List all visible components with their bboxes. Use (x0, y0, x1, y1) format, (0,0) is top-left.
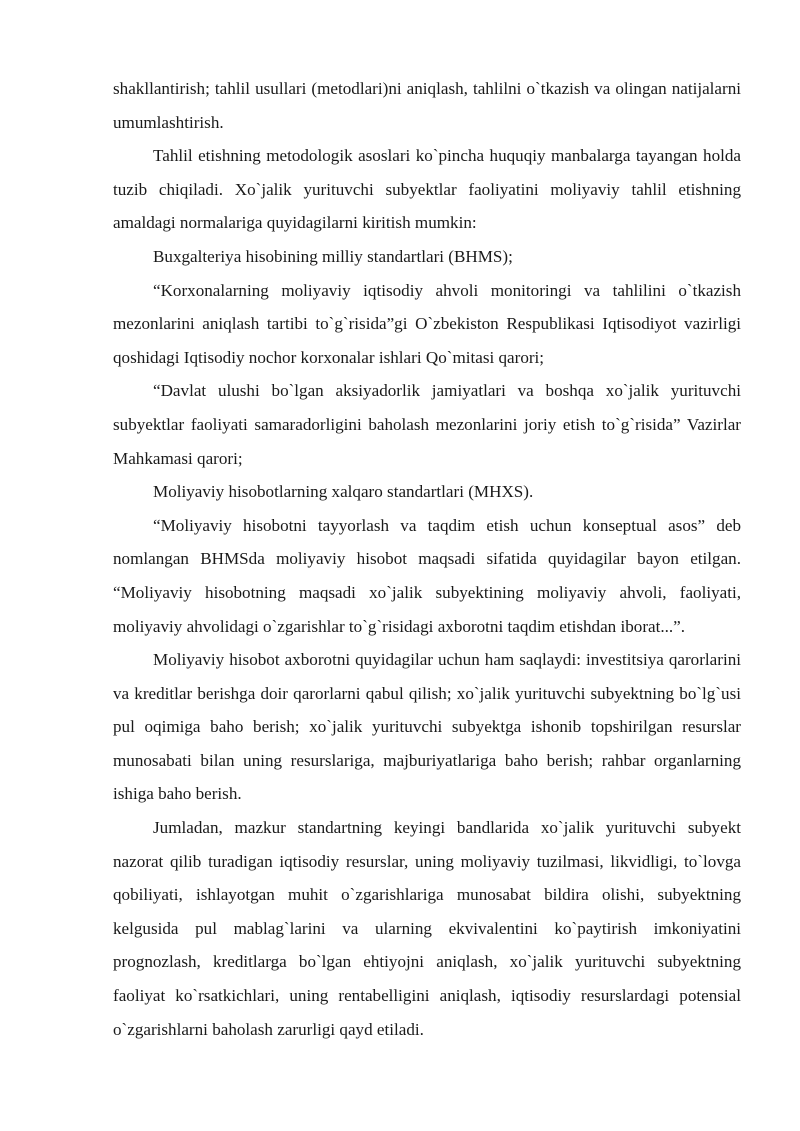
paragraph-mhxs: Moliyaviy hisobotlarning xalqaro standartlari (MHXS). (153, 482, 534, 502)
document-page (113, 72, 741, 1046)
paragraph-conceptual-framework: “Moliyaviy hisobotni tayyorlash va taqdim etish uchun konseptual asos” deb nomlangan BHMSda moliyaviy hisobot maqsadi sifatida quyidagilar bayon etilgan. “Moliyaviy hisobotning maqsadi xo`jalik subyektining moliyaviy ahvoli, faoliyati, moliyaviy ahvolidagi o`zgarishlar to`g`risidagi axborotni taqdim etishdan iborat...”. (113, 515, 741, 636)
paragraph-monitoring-decree: “Korxonalarning moliyaviy iqtisodiy ahvoli monitoringi va tahlilini o`tkazish mezonlarini aniqlash tartibi to`g`risida”gi O`zbekiston Respublikasi Iqtisodiyot vazirligi qoshidagi Iqtisodiy nochor korxonalar ishlari Qo`mitasi qarori; (113, 280, 741, 367)
paragraph-bhms: Buxgalteriya hisobining milliy standartlari (BHMS); (153, 246, 513, 266)
paragraph-report-purposes: Moliyaviy hisobot axborotni quyidagilar uchun ham saqlaydi: investitsiya qarorlarini va kreditlar berishga doir qarorlarni qabul qilish; xo`jalik yurituvchi subyektning bo`lg`usi pul oqimiga baho berish; xo`jalik yurituvchi subyektga ishonib topshirilgan resurslar munosabati bilan uning resurslariga, majburiyatlariga baho berish; rahbar organlarning ishiga baho berish. (113, 650, 741, 804)
paragraph-continuation: shakllantirish; tahlil usullari (metodlari)ni aniqlash, tahlilni o`tkazish va olingan natijalarni umumlashtirish. (113, 79, 741, 132)
paragraph-methodology: Tahlil etishning metodologik asoslari ko`pincha huquqiy manbalarga tayangan holda tuzib chiqiladi. Xo`jalik yurituvchi subyektlar faoliyatini moliyaviy tahlil etishning amaldagi normalariga quyidagilarni kiritish mumkin: (113, 146, 741, 233)
paragraph-standard-provisions: Jumladan, mazkur standartning keyingi bandlarida xo`jalik yurituvchi subyekt nazorat qilib turadigan iqtisodiy resurslar, uning moliyaviy tuzilmasi, likvidligi, to`lovga qobiliyati, ishlayotgan muhit o`zgarishlariga munosabat bildira olishi, subyektning kelgusida pul mablag`larini va ularning ekvivalentini ko`paytirish imkoniyatini prognozlash, kreditlarga bo`lgan ehtiyojni aniqlash, xo`jalik yurituvchi subyektning faoliyat ko`rsatkichlari, uning rentabelligini aniqlash, iqtisodiy resurslardagi potensial o`zgarishlarni baholash zarurligi qayd etiladi. (113, 818, 741, 1039)
paragraph-cabinet-decree: “Davlat ulushi bo`lgan aksiyadorlik jamiyatlari va boshqa xo`jalik yurituvchi subyektlar faoliyati samaradorligini baholash mezonlarini joriy etish to`g`risida” Vazirlar Mahkamasi qarori; (113, 381, 741, 468)
